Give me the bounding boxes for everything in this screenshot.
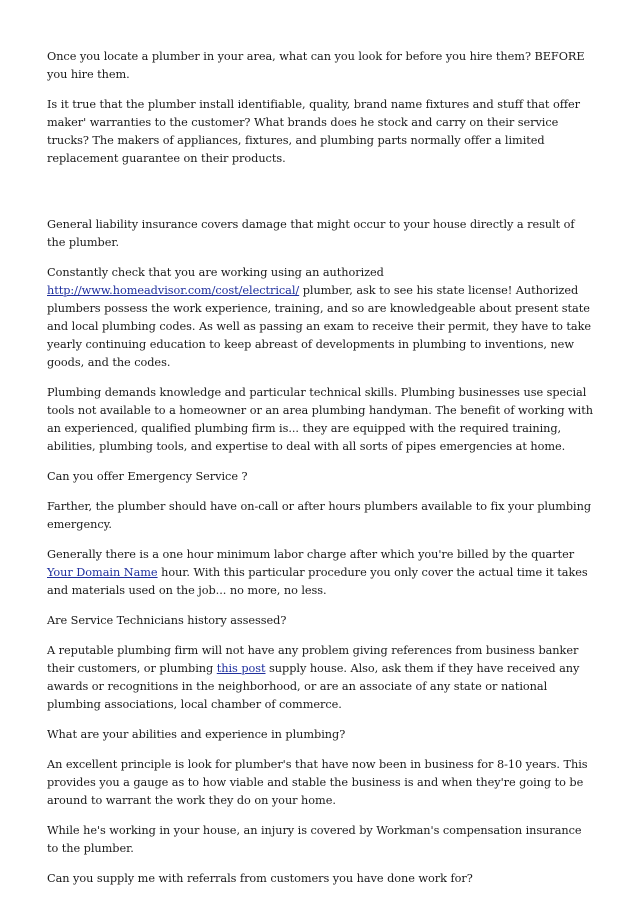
paragraph-experience: An excellent principle is look for plumber's that have now been in business for 8-10 years. This provides you a gauge as to how viable and stable the business is and when they're going to be around to warrant the work they do on your home. (47, 758, 588, 807)
paragraph-text: supply house. Also, ask them if they have received any awards or recognitions in the neighborhood, or are an associate of any state or national plumbing associations, local chamber of commerce. (47, 662, 580, 711)
paragraph-intro: Once you locate a plumber in your area, what can you look for before you hire them? BEFORE you hire them. (47, 50, 585, 81)
your-domain-name-link[interactable]: Your Domain Name (47, 566, 158, 579)
paragraph-insurance: While he's working in your house, an injury is covered by Workman's compensation insurance to the plumber. (47, 824, 582, 855)
paragraph-abilities-question: What are your abilities and experience in plumbing? (47, 728, 346, 741)
paragraph-on-call: Farther, the plumber should have on-call or after hours plumbers available to fix your plumbing emergency. (47, 500, 592, 531)
paragraph-history-question: Are Service Technicians history assessed? (47, 614, 287, 627)
paragraph-labor-charge (47, 546, 595, 600)
paragraph-emergency-question: Can you offer Emergency Service ? (47, 470, 248, 483)
paragraph-liability: General liability insurance covers damage that might occur to your house directly a result of the plumber. (47, 218, 575, 249)
homeadvisor-link[interactable]: http://www.homeadvisor.com/cost/electrical/ (47, 284, 300, 297)
blank-gap (47, 180, 595, 216)
paragraph-text: plumber, ask to see his state license! Authorized plumbers possess the work experience, training, and so are knowledgeable about present state and local plumbing codes. As well as passing an exam to receive their permit, they have to take yearly continuing education to keep abreast of developments in plumbing to inventions, new goods, and the codes. (47, 284, 592, 369)
paragraph-brands: Is it true that the plumber install identifiable, quality, brand name fixtures and stuff that offer maker' warranties to the customer? What brands does he stock and carry on their service trucks? The makers of appliances, fixtures, and plumbing parts normally offer a limited replacement guarantee on their products. (47, 98, 580, 165)
paragraph-text: Generally there is a one hour minimum labor charge after which you're billed by the quarter (47, 548, 575, 561)
this-post-link[interactable]: this post (216, 662, 266, 675)
paragraph-references (47, 642, 595, 714)
paragraph-skills: Plumbing demands knowledge and particular technical skills. Plumbing businesses use special tools not available to a homeowner or an area plumbing handyman. The benefit of working with an experienced, qualified plumbing firm is... they are equipped with the required training, abilities, plumbing tools, and expertise to deal with all sorts of pipes emergencies at home. (47, 386, 593, 453)
document-page (47, 48, 595, 900)
paragraph-authorized (47, 264, 595, 372)
paragraph-text: hour. With this particular procedure you only cover the actual time it takes and materials used on the job... no more, no less. (47, 566, 588, 597)
paragraph-text: Constantly check that you are working using an authorized (47, 266, 384, 279)
paragraph-referrals-question: Can you supply me with referrals from customers you have done work for? (47, 872, 473, 885)
paragraph-text: A reputable plumbing firm will not have any problem giving references from business banker their customers, or plumbing (47, 644, 579, 675)
